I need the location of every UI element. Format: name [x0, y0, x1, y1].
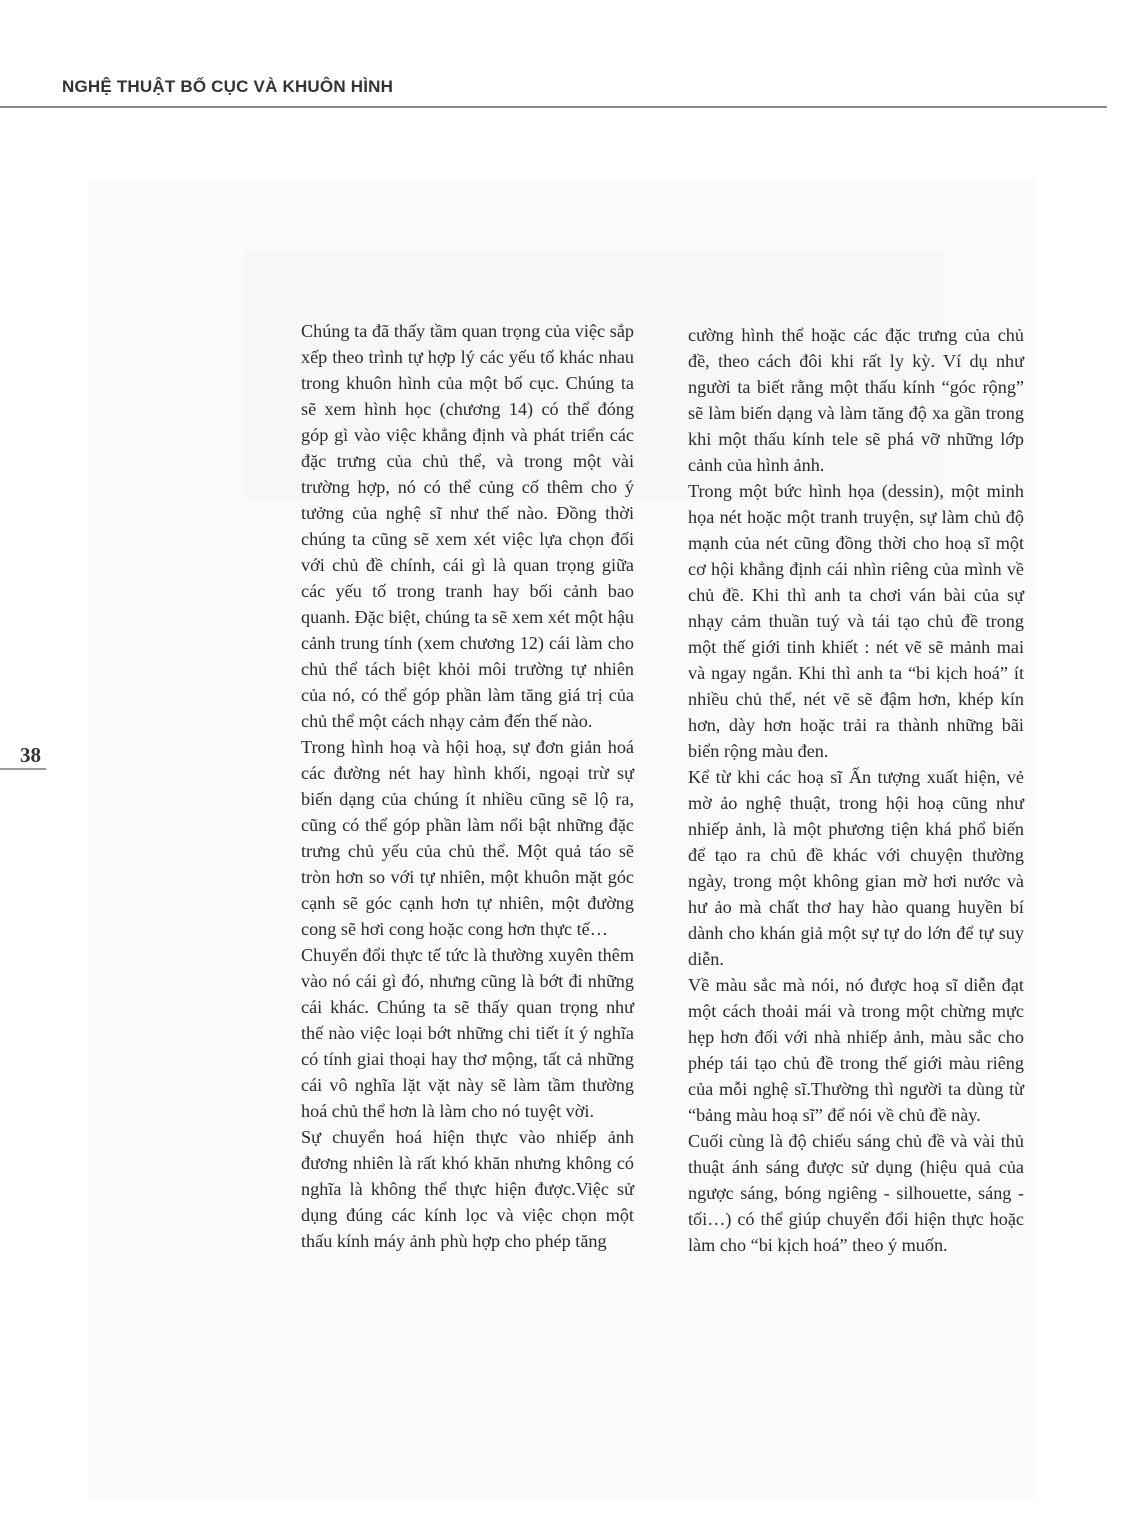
header-rule: [0, 106, 1107, 108]
page-number-rule: [0, 768, 46, 770]
paragraph: Cuối cùng là độ chiếu sáng chủ đề và vài thủ thuật ánh sáng được sử dụng (hiệu quả của ngược sáng, bóng ngiêng - silhouette, sáng - tối…) có thể giúp chuyển đổi hiện thực hoặc làm cho “bi kịch hoá” theo ý muốn.: [688, 1131, 1024, 1255]
paragraph: Chúng ta đã thấy tầm quan trọng của việc sắp xếp theo trình tự hợp lý các yếu tố khác nhau trong khuôn hình của một bố cục. Chúng ta sẽ xem hình học (chương 14) có thể đóng góp gì vào việc khẳng định và phát triển các đặc trưng của chủ thể, và trong một vài trường hợp, nó có thể củng cố thêm cho ý tưởng của nghệ sĩ như thế nào. Đồng thời chúng ta cũng sẽ xem xét việc lựa chọn đối với chủ đề chính, cái gì là quan trọng giữa các yếu tố trong tranh hay bối cảnh bao quanh. Đặc biệt, chúng ta sẽ xem xét một hậu cảnh trung tính (xem chương 12) cái làm cho chủ thể tách biệt khỏi môi trường tự nhiên của nó, có thể góp phần làm tăng giá trị của chủ thể một cách nhạy cảm đến thế nào.: [301, 321, 634, 731]
paragraph: cường hình thể hoặc các đặc trưng của chủ đề, theo cách đôi khi rất ly kỳ. Ví dụ như người ta biết rằng một thấu kính “góc rộng” sẽ làm biến dạng và làm tăng độ xa gần trong khi một thấu kính tele sẽ phá vỡ những lớp cảnh của hình ảnh.: [688, 325, 1024, 475]
page-number: 38: [20, 743, 41, 767]
paragraph: Trong một bức hình họa (dessin), một minh họa nét hoặc một tranh truyện, sự làm chủ độ mạnh của nét cũng đồng thời cho hoạ sĩ một cơ hội khẳng định cái nhìn riêng của mình về chủ đề. Khi thì anh ta chơi ván bài của sự nhạy cảm thuần tuý và tái tạo chủ đề trong một thế giới tinh khiết : nét vẽ sẽ mảnh mai và ngay ngắn. Khi thì anh ta “bi kịch hoá” ít nhiều chủ thể, nét vẽ sẽ đậm hơn, khép kín hơn, dày hơn hoặc trải ra thành những bãi biển rộng màu đen.: [688, 481, 1024, 761]
running-header-title: NGHỆ THUẬT BỐ CỤC VÀ KHUÔN HÌNH: [62, 77, 394, 96]
paragraph: Kể từ khi các hoạ sĩ Ấn tượng xuất hiện, vẻ mờ ảo nghệ thuật, trong hội hoạ cũng như nhiếp ảnh, là một phương tiện khá phổ biến để tạo ra chủ đề khác với chuyện thường ngày, trong một không gian mờ hơi nước và hư ảo mà chất thơ hay hào quang huyền bí dành cho khán giả một sự tự do lớn để tự suy diễn.: [688, 767, 1024, 969]
text-column-right: [688, 322, 1024, 1258]
paragraph: Chuyển đổi thực tế tức là thường xuyên thêm vào nó cái gì đó, nhưng cũng là bớt đi những cái khác. Chúng ta sẽ thấy quan trọng như thế nào việc loại bớt những chi tiết ít ý nghĩa có tính giai thoại hay thơ mộng, tất cả những cái vô nghĩa lặt vặt này sẽ làm tầm thường hoá chủ thể hơn là làm cho nó tuyệt vời.: [301, 945, 634, 1121]
paragraph: Về màu sắc mà nói, nó được hoạ sĩ diễn đạt một cách thoải mái và trong một chừng mực hẹp hơn đối với nhà nhiếp ảnh, màu sắc cho phép tái tạo chủ đề trong thế giới màu riêng của mỗi nghệ sĩ.Thường thì người ta dùng từ “bảng màu hoạ sĩ” để nói về chủ đề này.: [688, 975, 1024, 1125]
text-column-left: [301, 318, 634, 1254]
paragraph: Trong hình hoạ và hội hoạ, sự đơn giản hoá các đường nét hay hình khối, ngoại trừ sự biến dạng của chúng ít nhiều cũng sẽ lộ ra, cũng có thể góp phần làm nổi bật những đặc trưng chủ yếu của chủ thể. Một quả táo sẽ tròn hơn so với tự nhiên, một khuôn mặt góc cạnh sẽ góc cạnh hơn tự nhiên, một đường cong sẽ hơi cong hoặc cong hơn thực tế…: [301, 737, 634, 939]
paragraph: Sự chuyển hoá hiện thực vào nhiếp ảnh đương nhiên là rất khó khăn nhưng không có nghĩa là không thể thực hiện được.Việc sử dụng đúng các kính lọc và việc chọn một thấu kính máy ảnh phù hợp cho phép tăng: [301, 1127, 634, 1251]
